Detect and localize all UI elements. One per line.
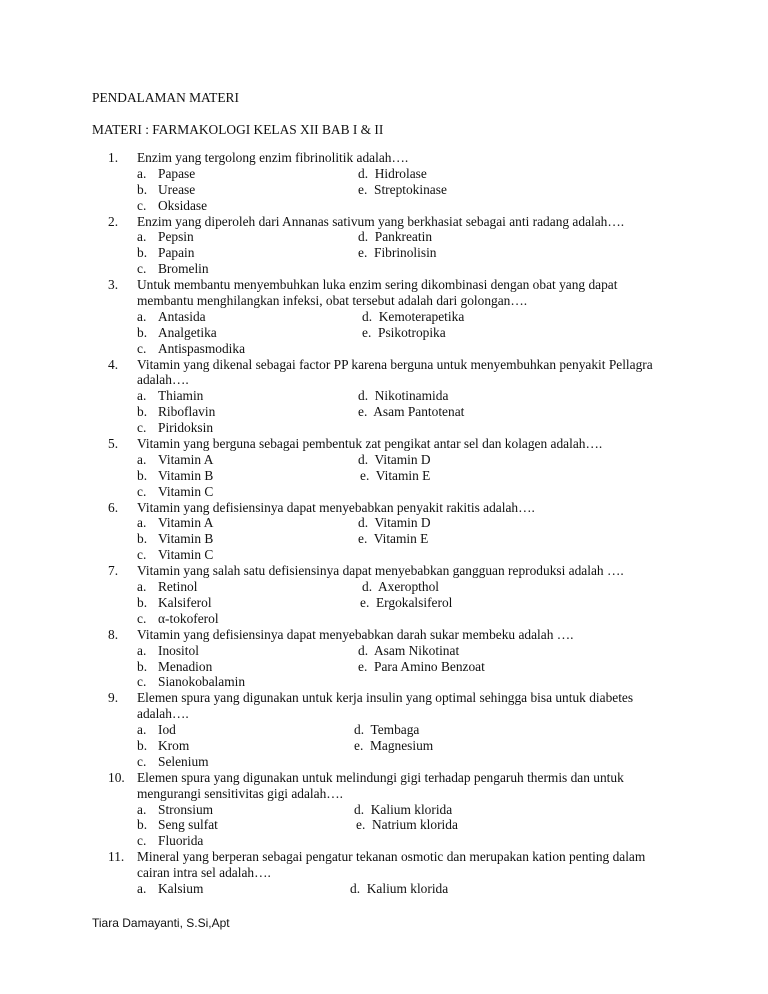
option-d: d. Vitamin D — [358, 515, 431, 531]
option-e: e. Psikotropika — [362, 324, 446, 340]
option-b: b. Papain — [137, 245, 195, 261]
option-b: b. Vitamin B — [137, 467, 214, 483]
question-item — [92, 627, 692, 691]
option-d: d. Pankreatin — [358, 229, 433, 245]
option-d: d. Nikotinamida — [358, 388, 449, 404]
option-e: e. Vitamin E — [360, 467, 431, 483]
question-text: mengurangi sensitivitas gigi adalah…. — [137, 785, 344, 801]
question-item — [92, 214, 692, 278]
question-text: Mineral yang berperan sebagai pengatur tekanan osmotic dan merupakan kation penting dalam — [137, 849, 646, 865]
option-a: a. Kalsium — [137, 880, 204, 896]
option-a: a. Vitamin A — [137, 515, 214, 531]
option-d: d. Tembaga — [354, 722, 420, 738]
question-item — [92, 849, 692, 897]
question-text: membantu menghilangkan infeksi, obat tersebut adalah dari golongan…. — [137, 293, 528, 309]
question-text: cairan intra sel adalah…. — [137, 865, 271, 881]
question-text: Vitamin yang dikenal sebagai factor PP karena berguna untuk menyembuhkan penyakit Pellagra — [137, 356, 653, 372]
question-text: Vitamin yang defisiensinya dapat menyebabkan penyakit rakitis adalah…. — [137, 499, 535, 515]
option-a: a. Retinol — [137, 579, 198, 595]
question-number: 10. — [108, 769, 125, 785]
question-number: 2. — [108, 213, 119, 229]
option-d: d. Kalium klorida — [350, 880, 449, 896]
option-a: a. Pepsin — [137, 229, 194, 245]
option-b: b. Seng sulfat — [137, 817, 218, 833]
question-text: adalah…. — [137, 706, 189, 722]
question-number: 11. — [108, 849, 125, 865]
question-number: 8. — [108, 626, 119, 642]
option-c: c. α-tokoferol — [137, 610, 219, 626]
option-c: c. Vitamin C — [137, 547, 214, 563]
question-text: Enzim yang tergolong enzim fibrinolitik adalah…. — [137, 150, 409, 165]
option-c: c. Vitamin C — [137, 483, 214, 499]
question-item — [92, 690, 692, 769]
question-number: 7. — [108, 563, 119, 579]
question-item — [92, 357, 692, 436]
question-number: 1. — [108, 150, 119, 165]
option-d: d. Vitamin D — [358, 451, 431, 467]
question-item — [92, 563, 692, 627]
question-text: Enzim yang diperoleh dari Annanas sativum yang berkhasiat sebagai anti radang adalah…. — [137, 213, 625, 229]
question-item — [92, 436, 692, 500]
option-e: e. Para Amino Benzoat — [358, 658, 485, 674]
question-number: 3. — [108, 277, 119, 293]
option-c: c. Bromelin — [137, 261, 209, 277]
option-b: b. Kalsiferol — [137, 594, 212, 610]
option-b: b. Riboflavin — [137, 404, 216, 420]
option-d: d. Axeropthol — [362, 579, 439, 595]
page-title: PENDALAMAN MATERI — [92, 90, 239, 105]
option-e: e. Asam Pantotenat — [358, 404, 465, 420]
option-a: a. Inositol — [137, 642, 199, 658]
option-c: c. Fluorida — [137, 833, 204, 849]
option-e: e. Fibrinolisin — [358, 245, 437, 261]
option-a: a. Stronsium — [137, 801, 214, 817]
question-text: Vitamin yang defisiensinya dapat menyebabkan darah sukar membeku adalah …. — [137, 626, 574, 642]
option-a: a. Papase — [137, 165, 196, 181]
option-a: a. Vitamin A — [137, 451, 214, 467]
question-text: adalah…. — [137, 372, 189, 388]
question-item — [92, 150, 692, 214]
question-text: Vitamin yang salah satu defisiensinya dapat menyebabkan gangguan reproduksi adalah …. — [137, 563, 624, 579]
option-e: e. Natrium klorida — [356, 817, 458, 833]
question-number: 9. — [108, 690, 119, 706]
option-c: c. Selenium — [137, 753, 209, 769]
question-item — [92, 770, 692, 849]
option-b: b. Vitamin B — [137, 531, 214, 547]
option-b: b. Analgetika — [137, 324, 217, 340]
option-b: b. Menadion — [137, 658, 213, 674]
option-c: c. Antispasmodika — [137, 340, 246, 356]
option-d: d. Kemoterapetika — [362, 308, 465, 324]
option-c: c. Sianokobalamin — [137, 674, 246, 690]
option-a: a. Antasida — [137, 308, 206, 324]
question-text: Elemen spura yang digunakan untuk melindungi gigi terhadap pengaruh thermis dan untuk — [137, 769, 624, 785]
option-d: d. Asam Nikotinat — [358, 642, 460, 658]
question-number: 5. — [108, 436, 119, 452]
page-footer-author: Tiara Damayanti, S.Si,Apt — [92, 916, 230, 930]
question-list — [92, 150, 692, 897]
question-number: 6. — [108, 499, 119, 515]
option-c: c. Piridoksin — [137, 420, 214, 436]
option-e: e. Streptokinase — [358, 181, 447, 197]
question-item — [92, 500, 692, 564]
option-e: e. Ergokalsiferol — [360, 594, 453, 610]
option-d: d. Kalium klorida — [354, 801, 453, 817]
question-item — [92, 277, 692, 356]
page-subtitle: MATERI : FARMAKOLOGI KELAS XII BAB I & II — [92, 122, 384, 137]
option-b: b. Urease — [137, 181, 196, 197]
option-a: a. Thiamin — [137, 388, 204, 404]
option-a: a. Iod — [137, 722, 176, 738]
question-text: Untuk membantu menyembuhkan luka enzim sering dikombinasi dengan obat yang dapat — [137, 277, 618, 293]
option-e: e. Vitamin E — [358, 531, 429, 547]
option-e: e. Magnesium — [354, 737, 434, 753]
option-c: c. Oksidase — [137, 197, 208, 213]
question-text: Elemen spura yang digunakan untuk kerja insulin yang optimal sehingga bisa untuk diabetes — [137, 690, 634, 706]
question-number: 4. — [108, 356, 119, 372]
option-b: b. Krom — [137, 737, 190, 753]
option-d: d. Hidrolase — [358, 165, 427, 181]
question-text: Vitamin yang berguna sebagai pembentuk zat pengikat antar sel dan kolagen adalah…. — [137, 436, 603, 452]
